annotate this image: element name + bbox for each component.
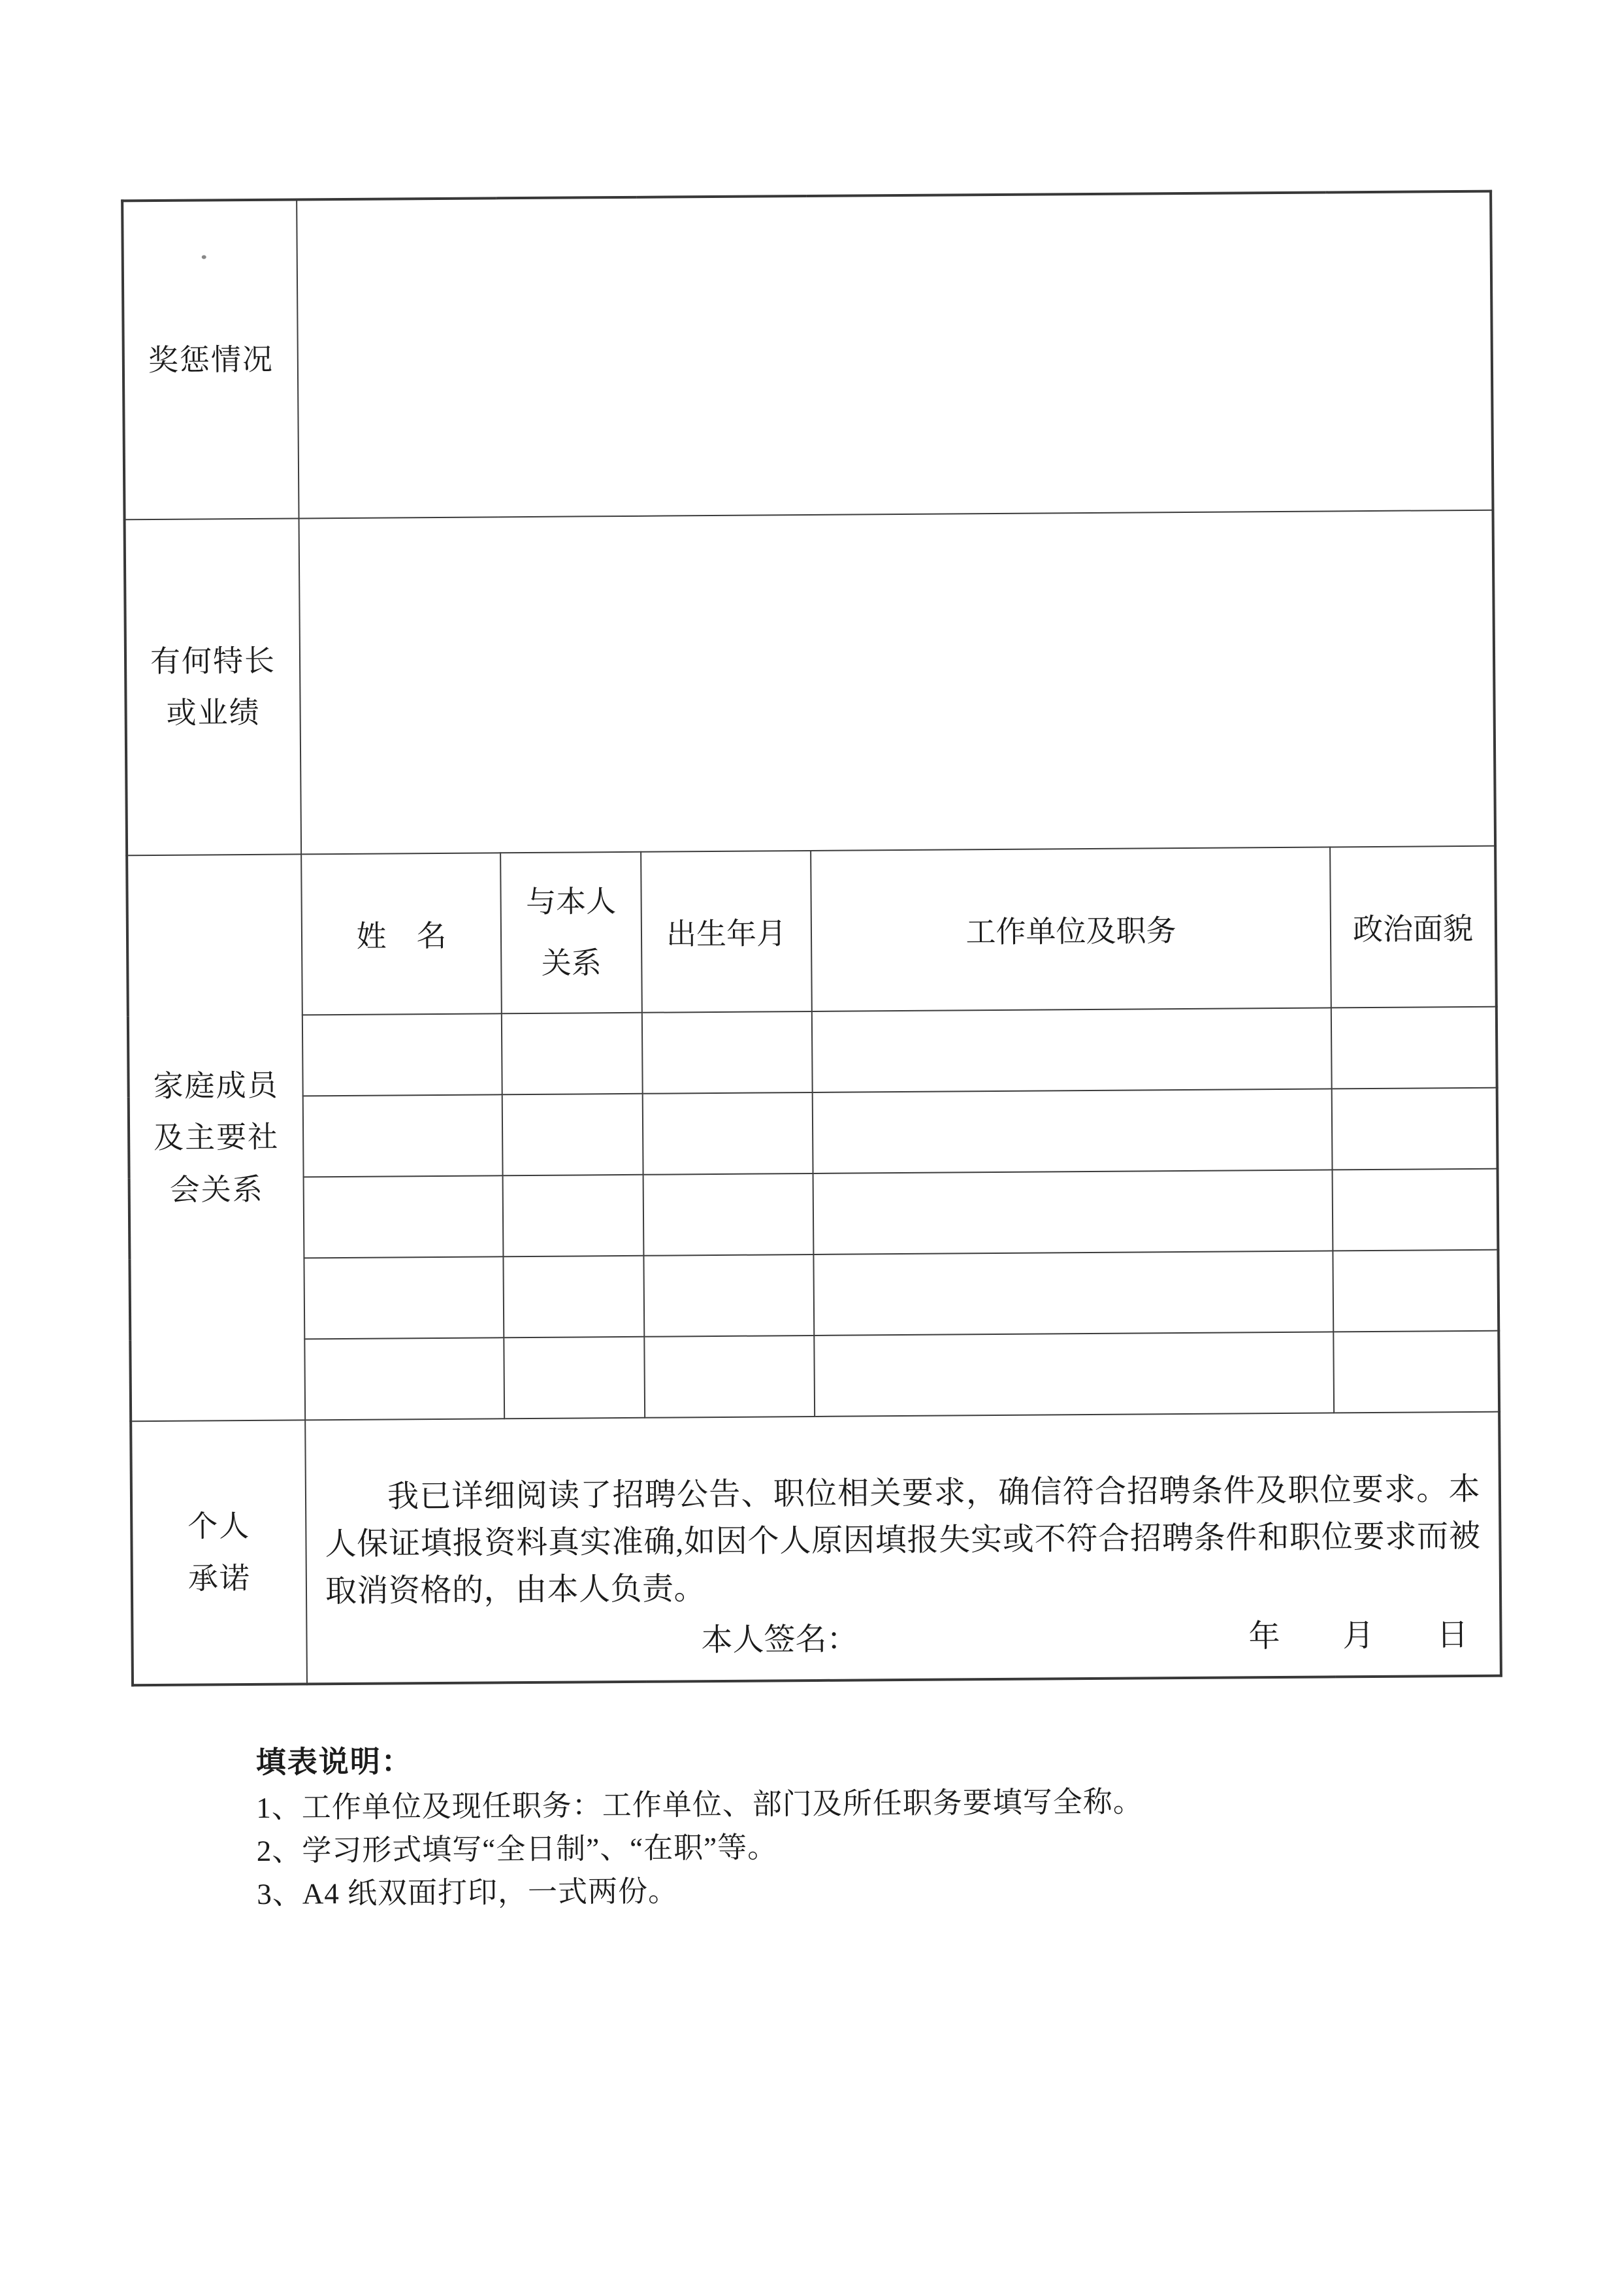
date-placeholder: 年 月 日 bbox=[1248, 1617, 1468, 1654]
family-col-birthdate: 出生年月 bbox=[641, 851, 812, 1013]
family-cell bbox=[503, 1175, 644, 1256]
family-cell bbox=[813, 1251, 1333, 1336]
family-cell bbox=[812, 1008, 1332, 1092]
family-cell bbox=[1332, 1088, 1498, 1170]
family-row-2 bbox=[129, 1088, 1498, 1179]
skills-label bbox=[125, 518, 302, 855]
family-row-3 bbox=[129, 1169, 1498, 1260]
family-cell bbox=[1333, 1169, 1498, 1251]
family-cell bbox=[813, 1170, 1333, 1255]
pledge-content-cell bbox=[305, 1412, 1501, 1684]
family-cell bbox=[1331, 1007, 1497, 1089]
family-header-row bbox=[127, 846, 1497, 1017]
signature-label: 本人签名： bbox=[701, 1622, 858, 1658]
rewards-label bbox=[122, 199, 299, 519]
family-cell bbox=[304, 1175, 504, 1258]
skills-row bbox=[125, 510, 1496, 856]
family-label bbox=[127, 854, 305, 1421]
family-cell bbox=[503, 1256, 644, 1337]
family-col-politics: 政治面貌 bbox=[1330, 846, 1497, 1008]
pledge-label bbox=[131, 1420, 307, 1685]
relation-line2: 关系 bbox=[541, 946, 602, 980]
family-cell bbox=[814, 1332, 1334, 1417]
family-cell bbox=[643, 1173, 814, 1256]
family-label-line2: 及主要社 bbox=[153, 1121, 280, 1155]
skills-label-line2: 或业绩 bbox=[166, 695, 261, 730]
family-col-workunit: 工作单位及职务 bbox=[811, 847, 1331, 1011]
family-cell bbox=[302, 1013, 502, 1096]
family-cell bbox=[1333, 1331, 1499, 1413]
note-item-2: 2、学习形式填写“全日制”、“在职”等。 bbox=[256, 1831, 778, 1867]
form-notes bbox=[256, 1734, 1144, 1915]
family-cell bbox=[502, 1013, 643, 1094]
notes-heading: 填表说明： bbox=[255, 1744, 413, 1779]
skills-label-line1: 有何特长 bbox=[150, 644, 276, 678]
rewards-content-cell bbox=[297, 191, 1493, 519]
family-row-4 bbox=[129, 1250, 1498, 1341]
family-cell bbox=[642, 1011, 813, 1094]
pledge-label-line2: 承诺 bbox=[187, 1561, 251, 1596]
family-row-5 bbox=[130, 1331, 1499, 1422]
application-form-table bbox=[121, 190, 1502, 1687]
family-cell bbox=[502, 1094, 643, 1175]
skills-content-cell bbox=[299, 510, 1496, 855]
pledge-row bbox=[131, 1412, 1501, 1686]
relation-line1: 与本人 bbox=[525, 884, 617, 919]
family-col-name: 姓 名 bbox=[301, 853, 502, 1015]
note-item-1: 1、工作单位及现任职务：工作单位、部门及所任职务要填写全称。 bbox=[256, 1785, 1143, 1824]
family-col-relation bbox=[500, 852, 642, 1013]
pledge-label-line1: 个人 bbox=[187, 1509, 251, 1544]
family-cell bbox=[504, 1337, 645, 1419]
family-row-1 bbox=[128, 1007, 1497, 1098]
family-cell bbox=[813, 1089, 1333, 1173]
signature-line bbox=[701, 1609, 1481, 1659]
family-cell bbox=[304, 1256, 504, 1339]
family-label-line3: 会关系 bbox=[169, 1172, 264, 1207]
rewards-row bbox=[122, 191, 1493, 520]
family-cell bbox=[643, 1255, 814, 1337]
family-cell bbox=[303, 1094, 503, 1177]
family-cell bbox=[643, 1092, 813, 1175]
family-cell bbox=[304, 1337, 504, 1420]
note-item-3: 3、A4 纸双面打印，一式两份。 bbox=[257, 1875, 679, 1911]
pledge-paragraph: 我已详细阅读了招聘公告、职位相关要求，确信符合招聘条件及职位要求。本人保证填报资料真实准确,如因个人原因填报失实或不符合招聘条件和职位要求而被取消资格的，由本人负责。 bbox=[325, 1471, 1481, 1609]
family-cell bbox=[1333, 1250, 1498, 1332]
family-cell bbox=[644, 1336, 815, 1418]
rewards-label-text: 奖惩情况 bbox=[148, 342, 274, 377]
family-label-line1: 家庭成员 bbox=[153, 1069, 279, 1104]
